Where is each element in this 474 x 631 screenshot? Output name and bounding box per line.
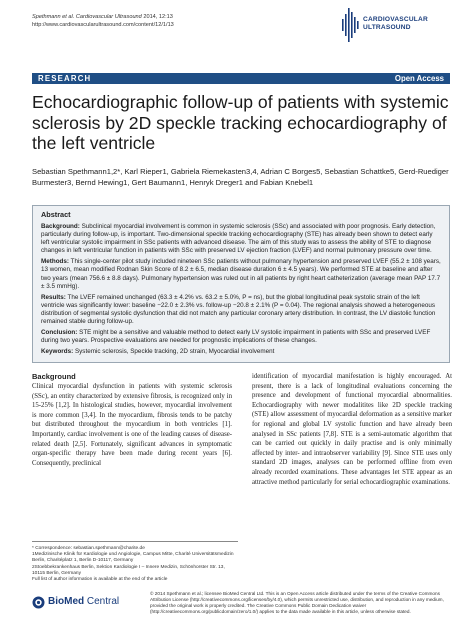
- abstract-heading: Abstract: [41, 210, 71, 219]
- abstract-background: Background: Subclinical myocardial involvement is common in systemic sclerosis (SSc) and associated with poor prognosis. Early detection, particularly during follow-up, is important. Two-dimensional speckle tracking echocardiography (STE) has already been shown to detect early left ventricular systolic impairment in SSc patients with advanced disease. The aim of this study was to assess the ability of STE to diagnose changes in left ventricular function in patients with SSc with preserved LV ejection fraction (LVEF) and normal pulmonary pressure over time.: [41, 222, 436, 255]
- article-type-band: [32, 73, 450, 84]
- citation-authors: Spethmann et al.: [32, 14, 75, 20]
- affiliation-2: 2Stoebbekrankenhaus Berlin, Sektion Kardiologie I – Innere Medizin, Schönhorster Str. 13, 10115 Berlin, Germany: [32, 564, 225, 576]
- biomed-circle-icon: [32, 596, 45, 609]
- article-type: RESEARCH: [38, 74, 92, 83]
- citation-line: [32, 13, 174, 21]
- abstract-results: Results: The LVEF remained unchanged (63.3 ± 4.2% vs. 63.2 ± 5.0%, P = ns), but the global longitudinal peak systolic strain of the left ventricle was significantly lower: baseline −22.0 ± 2.3% vs. follow-up −20.8 ± 2.1% (P = 0.04). The regional analysis showed a heterogeneous distribution of segmental systolic dysfunction that did not match any particular coronary artery distribution. In contrast, the LV diastolic function remained stable during follow-up.: [41, 293, 436, 326]
- correspondence: * Correspondence: sebastian.spethmann@charite.de: [32, 546, 145, 551]
- author-info-note: Full list of author information is available at the end of the article: [32, 577, 168, 583]
- heart-waves-icon: [340, 8, 360, 42]
- section-heading-background: Background: [32, 372, 76, 381]
- citation-rest: 2014, 12:13: [143, 14, 173, 20]
- abstract-keywords: Keywords: Systemic sclerosis, Speckle tracking, 2D strain, Myocardial involvement: [41, 348, 275, 355]
- running-header: [32, 13, 174, 29]
- open-access-label: Open Access: [394, 74, 444, 83]
- abstract-conclusion: Conclusion: STE might be a sensitive and valuable method to detect early LV systolic impairment in patients with SSc and preserved LVEF during two years. Prospective evaluations are needed for prognostic implications of these changes.: [41, 329, 431, 345]
- body-text-right: identification of myocardial manifestation is highly encouraged. At present, there is a lack of longitudinal evaluations concerning the presence and development of functional myocardial abnormalities. Echocardiography with newer modalitites like 2D speckle tracking (STE) allow assessment of myocardial deformation as a sensitive marker for regional and global LV systolic function and have already been analysed in SSc patients [7,8]. STE is a semi-automatic algorithm that can be carried out quickly in daily practise and is only minimally affected by inter- and intraobserver variability [9]. Since STE uses only standard 2D images, analyses can be performed offline from even already recorded examinations. These advantages let STE appear as an attractive method particularly for serial echocardiographic examinations.: [252, 373, 452, 486]
- body-column-right: [252, 372, 452, 487]
- affiliation-1: 1Medizinische Klinik für Kardiologie und Angiologie, Campus Mitte, Charité Universitätsmedizin Berlin, Charitéplatz 1, Berlin D-10117, Germany: [32, 552, 234, 564]
- article-url[interactable]: http://www.cardiovascularultrasound.com/content/12/1/13: [32, 22, 174, 28]
- abstract-methods: Methods: This single-center pilot study included nineteen SSc patients without pulmonary hypertension and preserved LVEF (55.2 ± 108 years, 13 women, mean modified Rodnan Skin Score of 8.2 ± 6.5, median disease duration 6 ± 4.5 years). We performed STE at baseline and after two years (mean 756.6 ± 8.8 days). Pulmonary hypertension was ruled out in all patients by right heart catheterization (average mean PAP 17.7 ± 3.5 mmHg).: [41, 258, 441, 290]
- journal-logo: [340, 6, 450, 64]
- body-column-left: [32, 372, 232, 468]
- publisher-logo: [32, 594, 140, 612]
- citation-journal: Cardiovascular Ultrasound: [75, 14, 142, 20]
- author-list: Sebastian Spethmann1,2*, Karl Rieper1, Gabriela Riemekasten3,4, Adrian C Borges5, Sebastian Schattke5, Gerd-Ruediger Burmester3, Bernd Hewing1, Gert Baumann1, Henryk Dreger1 and Fabian Knebel1: [32, 167, 449, 187]
- license-statement: © 2014 Spethmann et al.; licensee BioMed Central Ltd. This is an Open Access article distributed under the terms of the Creative Commons Attribution License (http://creativecommons.org/licenses/by/4.0), which permits unrestricted use, distribution, and reproduction in any medium, provided the original work is properly credited. The Creative Commons Public Domain Dedication waiver (http://creativecommons.org/publicdomain/zero/1.0/) applies to the data made available in this article, unless otherwise stated.: [150, 591, 444, 615]
- body-text-left: Clinical myocardial dysfunction in patients with systemic sclerosis (SSc), an entity characterized by extensive fibrosis, is recognized only in 15-25% [1,2]. In histological studies, however, myocardial involvement is more common [3,4]. In the myocardium, fibrosis tends to be patchy but distributed throughout the myocardium in both ventricles [1]. Importantly, cardiac involvement is one of the leading causes of disease-related death [2,5]. Fortunately, significant advances in symptomatic organ-specific therapy have been made during recent years [6]. Consequently, preclinical: [32, 383, 232, 467]
- publisher-name: BioMed Central: [48, 596, 120, 607]
- journal-logo-text: CARDIOVASCULAR ULTRASOUND: [363, 16, 428, 31]
- abstract-box: [32, 205, 450, 363]
- article-title: Echocardiographic follow-up of patients with systemic sclerosis by 2D speckle tracking echocardiography of the left ventricle: [32, 92, 449, 153]
- footnote-block: [32, 541, 238, 583]
